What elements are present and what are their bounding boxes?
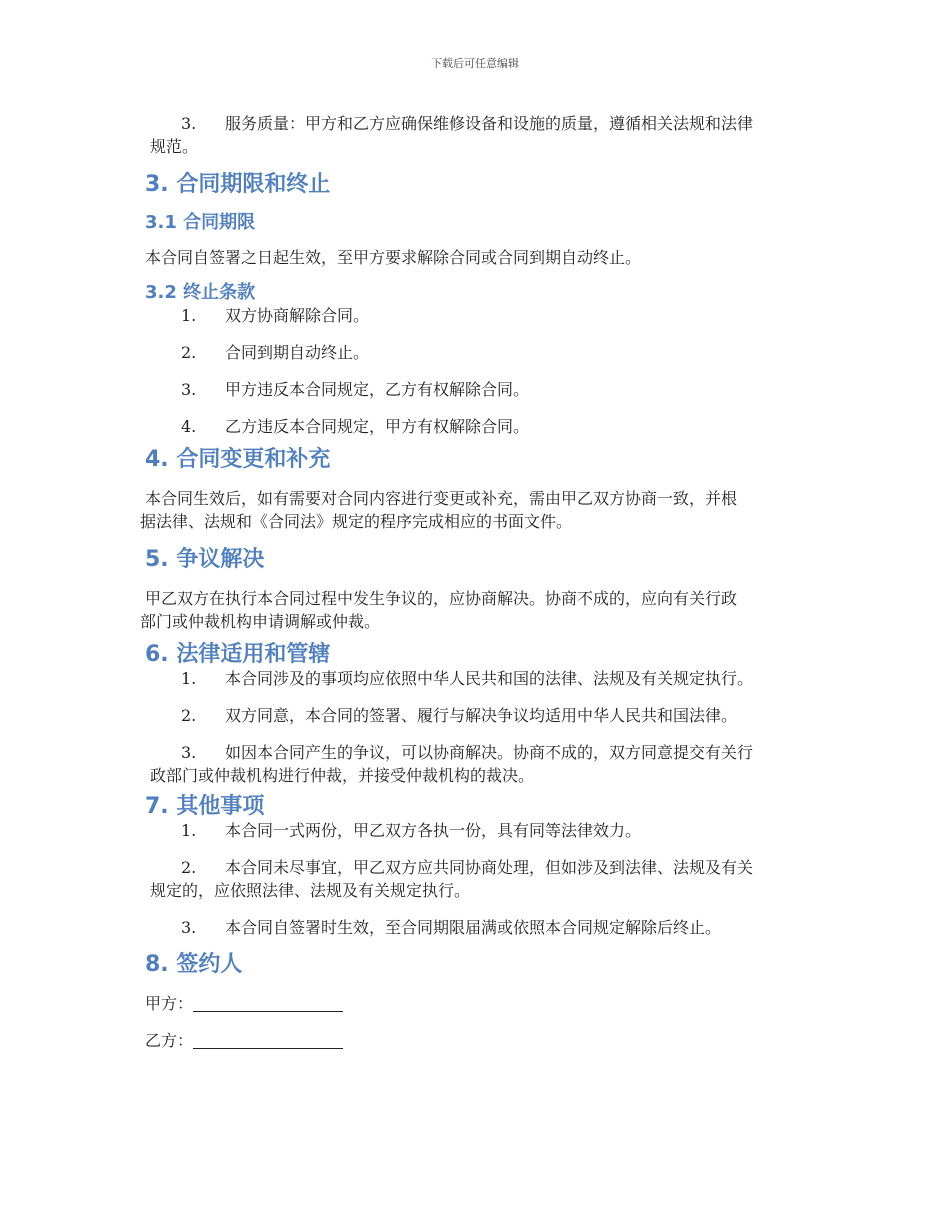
item-text: 合同到期自动终止。 (225, 343, 370, 362)
section3-item-4 (145, 415, 845, 445)
section6-item-3 (145, 741, 845, 795)
party-b-signature-line (193, 1032, 343, 1049)
item-number: 2. (181, 858, 197, 877)
section3-1-text: 本合同自签署之日起生效，至甲方要求解除合同或合同到期自动终止。 (145, 248, 642, 267)
party-b-label: 乙方： (145, 1031, 194, 1050)
section7-item-3 (145, 916, 845, 950)
section3-1-title: 3.1 合同期限 (145, 212, 256, 233)
section3-item-2 (145, 341, 845, 378)
section3-item-3 (145, 378, 845, 415)
item-text-line2: 政部门或仲裁机构进行仲裁，并接受仲裁机构的裁决。 (150, 766, 535, 785)
party-b-signature (145, 1029, 845, 1052)
item-text-line2: 规范。 (150, 137, 199, 156)
section4-title: 4. 合同变更和补充 (145, 447, 331, 472)
item-number: 2. (181, 343, 197, 362)
item-text-line1: 本合同一式两份，甲乙双方各执一份，具有同等法律效力。 (225, 821, 642, 840)
item-text-line2: 规定的，应依照法律、法规及有关规定执行。 (150, 881, 471, 900)
item-text-line1: 本合同自签署时生效，至合同期限届满或依照本合同规定解除后终止。 (225, 918, 722, 937)
section2-item-3 (145, 112, 845, 158)
item-text-line1: 服务质量：甲方和乙方应确保维修设备和设施的质量，遵循相关法规和法律 (225, 114, 754, 133)
paragraph-line1: 甲乙双方在执行本合同过程中发生争议的，应协商解决。协商不成的，应向有关行政 (145, 589, 738, 608)
item-text: 双方协商解除合同。 (225, 306, 370, 325)
section7-item-2 (145, 856, 845, 916)
item-number: 4. (181, 417, 197, 436)
section4-paragraph (140, 487, 845, 533)
party-a-signature (145, 992, 845, 1029)
section3-title: 3. 合同期限和终止 (145, 172, 331, 197)
document-body (140, 112, 845, 1052)
paragraph-line2: 据法律、法规和《合同法》规定的程序完成相应的书面文件。 (140, 512, 573, 531)
section5-title: 5. 争议解决 (145, 547, 265, 572)
item-text-line1: 如因本合同产生的争议，可以协商解决。协商不成的，双方同意提交有关行 (225, 743, 754, 762)
section3-item-1 (145, 304, 845, 341)
item-number: 1. (181, 669, 197, 688)
section5-paragraph (140, 587, 845, 633)
item-number: 3. (181, 743, 197, 762)
section6-title: 6. 法律适用和管辖 (145, 642, 331, 667)
section3-2-title: 3.2 终止条款 (145, 282, 256, 303)
page-header-note: 下载后可任意编辑 (431, 57, 519, 70)
paragraph-line1: 本合同生效后，如有需要对合同内容进行变更或补充，需由甲乙双方协商一致，并根 (145, 489, 738, 508)
item-number: 2. (181, 706, 197, 725)
section6-item-1 (145, 667, 845, 704)
item-text-line1: 双方同意，本合同的签署、履行与解决争议均适用中华人民共和国法律。 (225, 706, 738, 725)
item-number: 1. (181, 821, 197, 840)
section8-title: 8. 签约人 (145, 952, 243, 977)
section6-item-2 (145, 704, 845, 741)
item-number: 1. (181, 306, 197, 325)
item-text: 甲方违反本合同规定，乙方有权解除合同。 (225, 380, 530, 399)
paragraph-line2: 部门或仲裁机构申请调解或仲裁。 (140, 612, 381, 631)
section7-item-1 (145, 819, 845, 856)
item-text-line1: 本合同涉及的事项均应依照中华人民共和国的法律、法规及有关规定执行。 (225, 669, 754, 688)
section7-title: 7. 其他事项 (145, 794, 265, 819)
party-a-label: 甲方： (145, 994, 194, 1013)
item-number: 3. (181, 380, 197, 399)
item-text: 乙方违反本合同规定，甲方有权解除合同。 (225, 417, 530, 436)
party-a-signature-line (193, 995, 343, 1012)
item-text-line1: 本合同未尽事宜，甲乙双方应共同协商处理，但如涉及到法律、法规及有关 (225, 858, 754, 877)
item-number: 3. (181, 918, 197, 937)
item-number: 3. (181, 114, 197, 133)
